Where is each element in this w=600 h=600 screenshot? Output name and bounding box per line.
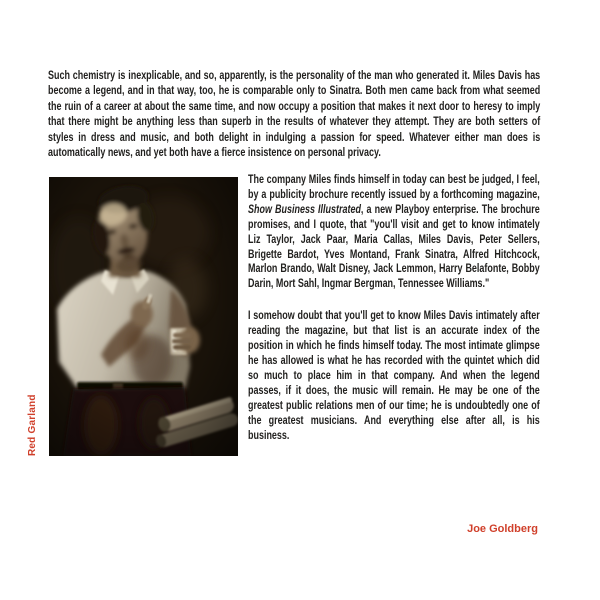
column-paragraph-2: I somehow doubt that you'll get to know Miles Davis intimately after reading the magazine, but that list is an accurate index of the position in which he finds himself today. The most intimate glimpse he has allowed is what he has recorded with the quintet which did so much to place him in that company. And when the legend passes, if it does, the music will remain. He may be one of the greatest public relations men of our time; he is undoubtedly one of the greatest musicians. And everything else after all, is his business. <box>248 310 540 442</box>
red-garland-photo <box>49 177 238 456</box>
intro-paragraph: Such chemistry is inexplicable, and so, apparently, is the personality of the man who generated it. Miles Davis has become a legend, and in that way, too, he is comparable only to Sinatra. Both men came back from what seemed the ruin of a career at about the same time, and now occupy a position that makes it next door to heresy to imply that there might be anything less than superb in the results of whatever they attempt. They are both setters of styles in dress and music, and both delight in indulging a passion for speed. Whatever either man does is automatically news, and yet both have a fierce insistence on personal privacy. <box>48 70 541 160</box>
photo-vertical-caption: Red Garland <box>27 394 38 456</box>
photo-artwork <box>49 177 238 456</box>
notes-column <box>248 173 540 460</box>
column-paragraph-1: The company Miles finds himself in today can best be judged, I feel, by a publicity brochure recently issued by a forthcoming magazine, Show Business Illustrated, a new Playboy enterprise. The brochure promises, and I quote, that "you'll visit and get to know intimately Liz Taylor, Jack Paar, Maria Callas, Miles Davis, Peter Sellers, Brigette Bardot, Yves Montand, Frank Sinatra, Alfred Hitchcock, Marlon Brando, Walt Disney, Jack Lemmon, Harry Belafonte, Bobby Darin, Mort Sahl, Ingmar Bergman, Tennessee Williams." <box>248 174 540 291</box>
byline: Joe Goldberg <box>467 523 538 535</box>
